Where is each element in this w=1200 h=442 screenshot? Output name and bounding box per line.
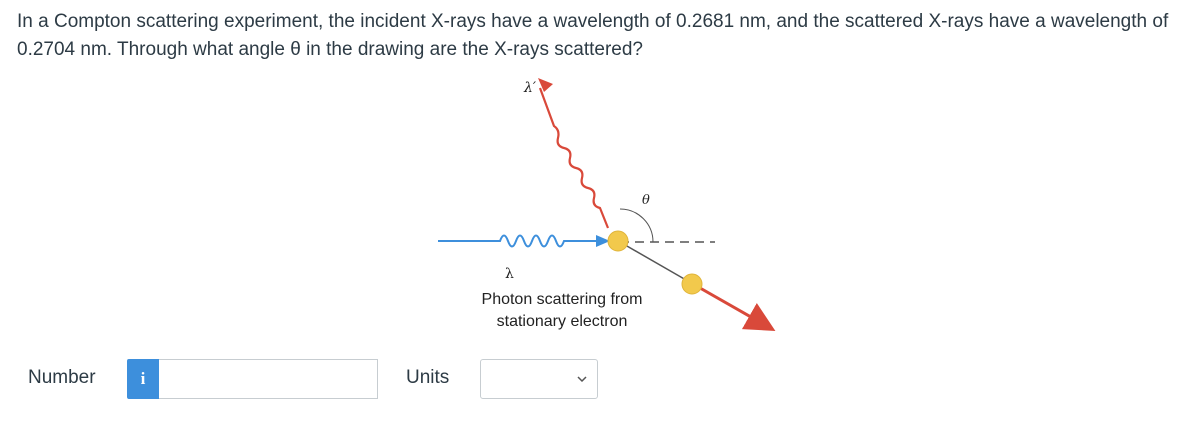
question-text: In a Compton scattering experiment, the incident X-rays have a wavelength of 0.2681 nm, and the scattered X-rays have a wavelength of 0.2704 nm. Through what angle θ in the drawing are the X-rays scattered? (17, 11, 1169, 60)
units-dropdown[interactable] (480, 359, 598, 399)
number-label: Number (28, 367, 96, 388)
incident-photon-wave (438, 236, 598, 247)
recoil-electron-arrow (693, 284, 765, 325)
info-icon[interactable]: i (127, 359, 159, 399)
electron-path-line (620, 242, 693, 284)
caption-line-1: Photon scattering from (481, 291, 643, 308)
chevron-down-icon (577, 372, 587, 386)
lambda-prime-label: λ′ (524, 80, 537, 96)
answer-row (0, 357, 1200, 401)
stationary-electron (608, 231, 628, 251)
recoil-electron (682, 274, 702, 294)
figure-caption (470, 289, 654, 333)
lambda-label: λ (505, 266, 514, 282)
number-input[interactable] (159, 359, 378, 399)
scattered-photon-wave (540, 88, 608, 228)
units-label: Units (406, 367, 450, 388)
caption-line-2: stationary electron (496, 313, 628, 330)
theta-label: θ (642, 193, 650, 208)
